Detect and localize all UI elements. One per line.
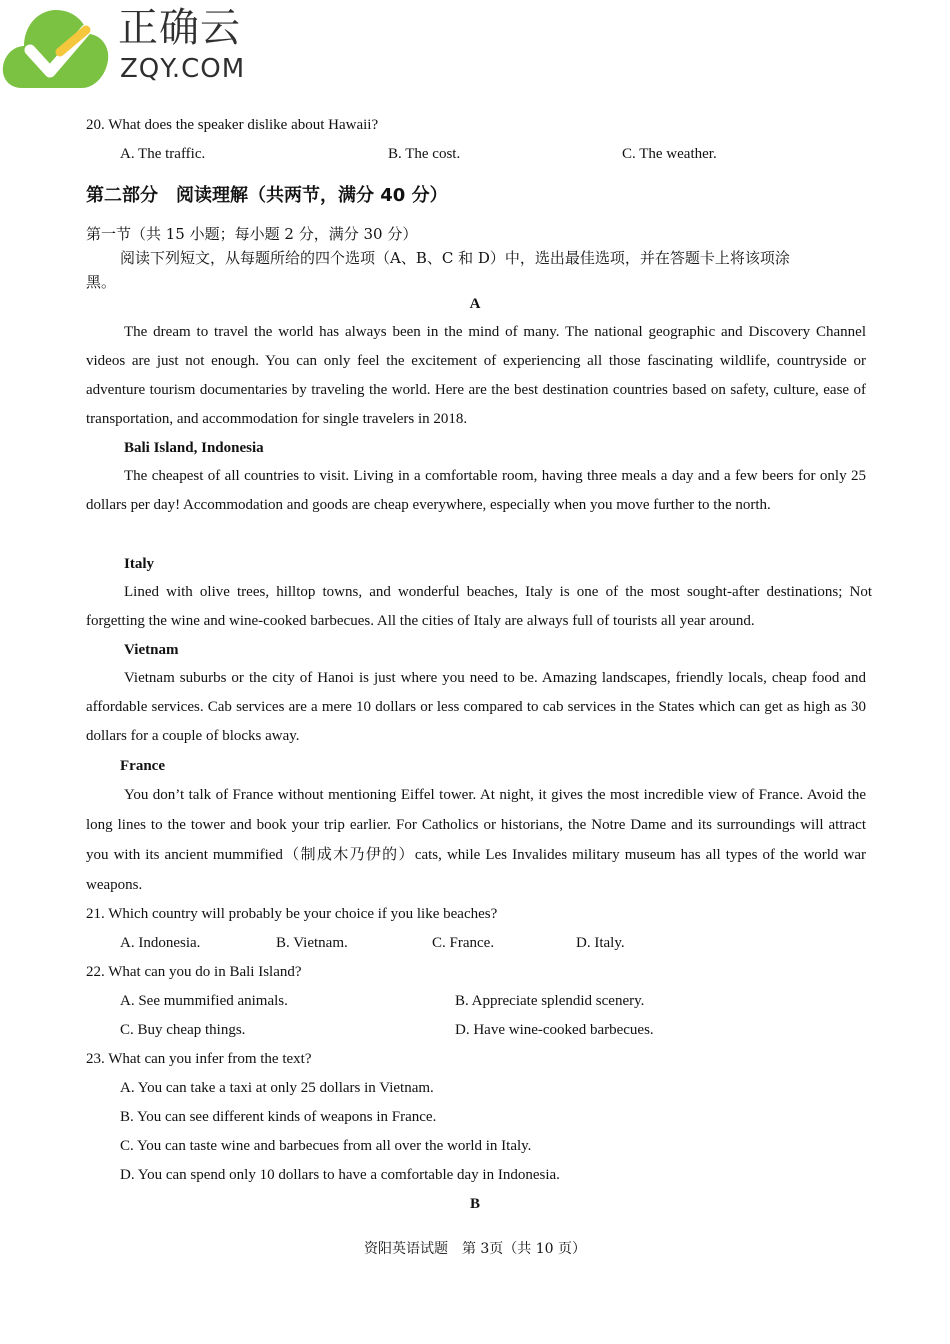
question-21-option-b: B. Vietnam. bbox=[276, 935, 348, 951]
question-20-option-b: B. The cost. bbox=[388, 146, 461, 162]
question-22-option-d: D. Have wine-cooked barbecues. bbox=[455, 1022, 654, 1038]
heading-france: France bbox=[120, 758, 165, 774]
heading-vietnam: Vietnam bbox=[124, 642, 179, 658]
question-23-option-b: B. You can see different kinds of weapons in France. bbox=[120, 1109, 437, 1125]
question-22-option-c: C. Buy cheap things. bbox=[120, 1022, 246, 1038]
heading-italy: Italy bbox=[124, 556, 154, 572]
part-two-title: 第二部分 阅读理解（共两节，满分 40 分） bbox=[86, 185, 448, 206]
question-22-option-b: B. Appreciate splendid scenery. bbox=[455, 993, 645, 1009]
paragraph-france: You don’t talk of France without mentioning Eiffel tower. At night, it gives the most incredible view of France. Avoid the long lines to the tower and book your trip earlier. For Catholics or historians, the Notre Dame and its surroundings will attract you with its ancient mummified（制成木乃伊的）cats, while Les Invalides military museum has all types of the world war weapons. bbox=[86, 787, 866, 893]
question-23-option-c: C. You can taste wine and barbecues from all over the world in Italy. bbox=[120, 1138, 532, 1154]
question-23-option-d: D. You can spend only 10 dollars to have a comfortable day in Indonesia. bbox=[120, 1167, 560, 1183]
question-22-stem: 22. What can you do in Bali Island? bbox=[86, 964, 302, 980]
paragraph-vietnam: Vietnam suburbs or the city of Hanoi is just where you need to be. Amazing landscapes, friendly locals, cheap food and affordable services. Cab services are a mere 10 dollars or less compared to cab services in the States which can get as high as 30 dollars for a couple of blocks away. bbox=[86, 670, 866, 744]
instructions-line-2: 黑。 bbox=[86, 273, 117, 291]
brand-name-cn: 正确云 bbox=[118, 5, 241, 51]
passage-a-intro: The dream to travel the world has always been in the mind of many. The national geographic and Discovery Channel videos are just not enough. You can only feel the excitement of experiencing all those fascinating wildlife, countryside or adventure tourism documentaries by traveling the world. Here are the best destination countries based on safety, culture, ease of transportation, and accommodation for single travelers in 2018. bbox=[86, 324, 866, 427]
question-20-option-a: A. The traffic. bbox=[120, 146, 206, 162]
heading-bali: Bali Island, Indonesia bbox=[124, 440, 264, 456]
question-21-option-c: C. France. bbox=[432, 935, 495, 951]
question-21-option-d: D. Italy. bbox=[576, 935, 625, 951]
passage-b-label: B bbox=[469, 1196, 480, 1212]
section-one-title: 第一节（共 15 小题；每小题 2 分，满分 30 分） bbox=[86, 225, 418, 243]
question-20-option-c: C. The weather. bbox=[622, 146, 717, 162]
question-21-stem: 21. Which country will probably be your choice if you like beaches? bbox=[86, 906, 498, 922]
question-21-option-a: A. Indonesia. bbox=[120, 935, 201, 951]
page-footer: 资阳英语试题 第 3页（共 10 页） bbox=[363, 1241, 587, 1257]
passage-a-label: A bbox=[469, 296, 481, 312]
question-23-stem: 23. What can you infer from the text? bbox=[86, 1051, 312, 1067]
brand-logo-icon bbox=[0, 0, 112, 92]
brand-name-en: ZQY.COM bbox=[120, 54, 246, 84]
question-23-option-a: A. You can take a taxi at only 25 dollars in Vietnam. bbox=[120, 1080, 434, 1096]
paragraph-italy: Lined with olive trees, hilltop towns, and wonderful beaches, Italy is one of the most sought-after destinations; Not forgetting the wine and wine-cooked barbecues. All the cities of Italy are always full of tourists all year around. bbox=[86, 584, 872, 629]
paragraph-bali: The cheapest of all countries to visit. Living in a comfortable room, having three meals a day and a few beers for only 25 dollars per day! Accommodation and goods are cheap everywhere, especially when you move further to the north. bbox=[86, 468, 866, 513]
question-22-option-a: A. See mummified animals. bbox=[120, 993, 288, 1009]
instructions-line-1: 阅读下列短文，从每题所给的四个选项（A、B、C 和 D）中，选出最佳选项，并在答题卡上将该项涂 bbox=[120, 249, 790, 267]
question-20-stem: 20. What does the speaker dislike about Hawaii? bbox=[86, 117, 379, 133]
